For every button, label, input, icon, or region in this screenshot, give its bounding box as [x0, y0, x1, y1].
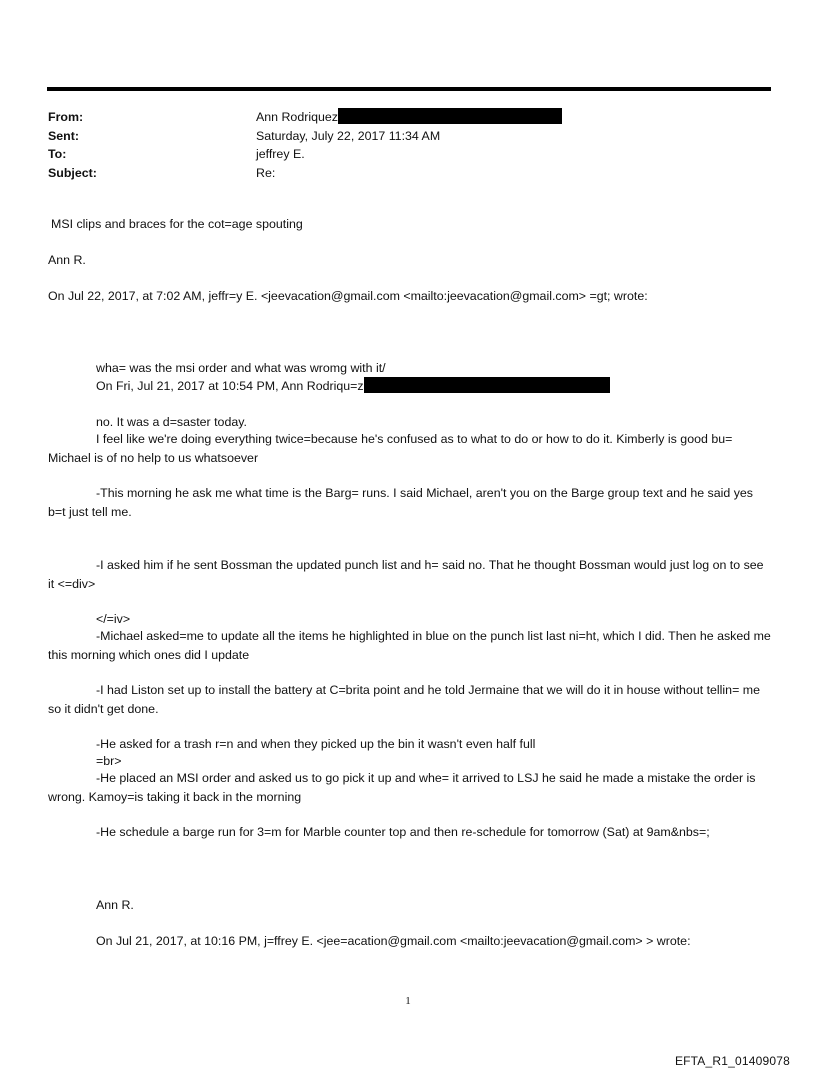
- quoted-line-1: wha= was the msi order and what was wromg with it/: [96, 361, 386, 375]
- from-name: Ann Rodriquez: [256, 110, 338, 124]
- paragraph-3: -I asked him if he sent Bossman the updated punch list and h= said no. That he thought Bossman would just log on to see it <=div>: [48, 558, 764, 591]
- paragraph-4: -Michael asked=me to update all the items he highlighted in blue on the punch list last ni=ht, which I did. Then he asked me this morning which ones did I update: [48, 629, 771, 662]
- paragraph-2: -This morning he ask me what time is the Barg= runs. I said Michael, aren't you on the Barge group text and he said yes b=t just tell me.: [48, 486, 754, 519]
- signature-1: Ann R.: [48, 253, 86, 267]
- page-number: 1: [405, 995, 411, 1007]
- subject-label: Subject:: [48, 165, 97, 180]
- paragraph-6-tag: =br>: [96, 754, 122, 768]
- paragraph-8: -He schedule a barge run for 3=m for Marble counter top and then re-schedule for tomorrow (Sat) at 9am&nbs=;: [96, 825, 710, 839]
- paragraph-1: I feel like we're doing everything twice=because he's confused as to what to do or how to do it. Kimberly is good bu= Michael is of no help to us whatsoever: [48, 432, 733, 465]
- body-line-1: MSI clips and braces for the cot=age spouting: [51, 217, 303, 231]
- from-value: [256, 108, 562, 127]
- to-value: jeffrey E.: [256, 147, 305, 161]
- sent-label: Sent:: [48, 128, 79, 143]
- paragraph-4-tag: </=iv>: [96, 612, 131, 626]
- paragraph-7: -He placed an MSI order and asked us to go pick it up and whe= it arrived to LSJ he said he made a mistake the order is wrong. Kamoy=is taking it back in the morning: [48, 771, 756, 804]
- paragraph-5: -I had Liston set up to install the battery at C=brita point and he told Jermaine that we will do it in house without tellin= me so it didn't get done.: [48, 683, 760, 716]
- subject-value: Re:: [256, 165, 276, 180]
- redaction-box: [364, 377, 610, 393]
- quoted-line-2-text: On Fri, Jul 21, 2017 at 10:54 PM, Ann Rodriqu=z: [96, 379, 364, 393]
- redaction-box: [338, 108, 562, 124]
- quote-header-2: On Jul 21, 2017, at 10:16 PM, j=ffrey E. <jee=acation@gmail.com <mailto:jeevacation@gmail.com> > wrote:: [96, 934, 691, 948]
- quoted-line-2: [96, 377, 610, 395]
- bates-stamp: EFTA_R1_01409078: [674, 1054, 790, 1068]
- from-label: From:: [48, 110, 84, 124]
- sent-value: Saturday, July 22, 2017 11:34 AM: [256, 128, 441, 143]
- to-label: To:: [48, 147, 67, 161]
- quote-header-1: On Jul 22, 2017, at 7:02 AM, jeffr=y E. <jeevacation@gmail.com <mailto:jeevacation@gmail.com> =gt; wrote:: [48, 289, 648, 303]
- quoted-line-3: no. It was a d=saster today.: [96, 415, 247, 429]
- paragraph-6: -He asked for a trash r=n and when they picked up the bin it wasn't even half full: [96, 737, 536, 751]
- header-rule: [47, 87, 771, 91]
- signature-2: Ann R.: [96, 898, 134, 912]
